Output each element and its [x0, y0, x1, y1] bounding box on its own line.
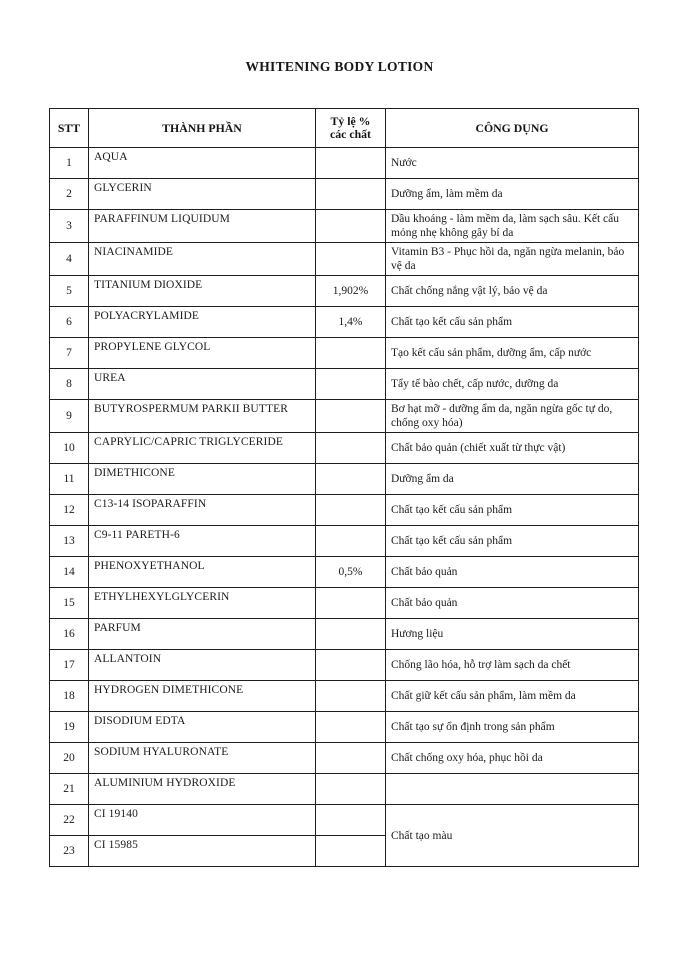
cell-ratio — [316, 805, 386, 836]
cell-ratio — [316, 588, 386, 619]
table-row — [50, 588, 639, 619]
cell-ratio — [316, 743, 386, 774]
cell-stt: 7 — [50, 338, 89, 369]
cell-usage: Tẩy tế bào chết, cấp nước, dưỡng da — [386, 369, 639, 400]
cell-stt: 11 — [50, 464, 89, 495]
cell-ratio — [316, 433, 386, 464]
cell-ratio: 0,5% — [316, 557, 386, 588]
table-header-ratio-line1: Tỷ lệ % — [330, 113, 371, 128]
page-title: WHITENING BODY LOTION — [245, 59, 434, 74]
table-header-ingredient-label: THÀNH PHẦN — [162, 120, 242, 135]
cell-ratio — [316, 526, 386, 557]
cell-ratio: 1,4% — [316, 307, 386, 338]
cell-usage: Chất chống nắng vật lý, bảo vệ da — [386, 276, 639, 307]
cell-ingredient: SODIUM HYALURONATE — [89, 743, 316, 774]
table-header-usage — [386, 109, 639, 148]
cell-usage: Chất tạo kết cấu sản phẩm — [386, 495, 639, 526]
cell-usage: Chất tạo màu — [386, 805, 639, 867]
cell-stt: 12 — [50, 495, 89, 526]
table-header-ingredient — [89, 109, 316, 148]
cell-ingredient: PARAFFINUM LIQUIDUM — [89, 210, 316, 243]
table-header-usage-label: CÔNG DỤNG — [475, 120, 549, 135]
cell-ingredient: C9-11 PARETH-6 — [89, 526, 316, 557]
cell-stt: 10 — [50, 433, 89, 464]
table-row — [50, 743, 639, 774]
cell-ratio — [316, 681, 386, 712]
cell-stt: 21 — [50, 774, 89, 805]
cell-ingredient: NIACINAMIDE — [89, 243, 316, 276]
table-row — [50, 464, 639, 495]
cell-ingredient: TITANIUM DIOXIDE — [89, 276, 316, 307]
cell-usage: Vitamin B3 - Phục hồi da, ngăn ngừa melanin, bảo vệ da — [386, 243, 639, 276]
cell-usage: Chất bảo quản — [386, 557, 639, 588]
cell-stt: 1 — [50, 148, 89, 179]
table-row — [50, 681, 639, 712]
cell-stt: 14 — [50, 557, 89, 588]
ingredients-table — [49, 108, 639, 867]
table-row — [50, 179, 639, 210]
cell-ingredient: ETHYLHEXYLGLYCERIN — [89, 588, 316, 619]
cell-ratio — [316, 210, 386, 243]
cell-ratio — [316, 179, 386, 210]
cell-stt: 2 — [50, 179, 89, 210]
cell-ratio — [316, 243, 386, 276]
table-row — [50, 400, 639, 433]
cell-usage: Chống lão hóa, hỗ trợ làm sạch da chết — [386, 650, 639, 681]
table-body — [50, 148, 639, 867]
cell-ingredient: AQUA — [89, 148, 316, 179]
cell-usage: Chất chống oxy hóa, phục hồi da — [386, 743, 639, 774]
cell-ingredient: ALUMINIUM HYDROXIDE — [89, 774, 316, 805]
cell-ingredient: CI 15985 — [89, 836, 316, 867]
cell-ingredient: GLYCERIN — [89, 179, 316, 210]
cell-usage: Tạo kết cấu sản phẩm, dưỡng ẩm, cấp nước — [386, 338, 639, 369]
cell-stt: 19 — [50, 712, 89, 743]
cell-ingredient: POLYACRYLAMIDE — [89, 307, 316, 338]
cell-usage: Chất tạo sự ổn định trong sản phẩm — [386, 712, 639, 743]
cell-stt: 4 — [50, 243, 89, 276]
cell-stt: 23 — [50, 836, 89, 867]
cell-usage: Dầu khoáng - làm mềm da, làm sạch sâu. Kết cấu mỏng nhẹ không gây bí da — [386, 210, 639, 243]
cell-ingredient: CAPRYLIC/CAPRIC TRIGLYCERIDE — [89, 433, 316, 464]
cell-ingredient: BUTYROSPERMUM PARKII BUTTER — [89, 400, 316, 433]
table-row — [50, 369, 639, 400]
cell-stt: 9 — [50, 400, 89, 433]
table-row — [50, 210, 639, 243]
table-row — [50, 650, 639, 681]
cell-ratio — [316, 712, 386, 743]
table-row — [50, 338, 639, 369]
cell-ratio — [316, 619, 386, 650]
cell-ingredient: DISODIUM EDTA — [89, 712, 316, 743]
cell-ratio — [316, 650, 386, 681]
cell-usage — [386, 774, 639, 805]
table-row — [50, 148, 639, 179]
cell-stt: 15 — [50, 588, 89, 619]
cell-ratio — [316, 495, 386, 526]
table-row — [50, 712, 639, 743]
cell-usage: Hương liệu — [386, 619, 639, 650]
cell-ratio — [316, 148, 386, 179]
cell-ratio: 1,902% — [316, 276, 386, 307]
table-header-ratio-line2: các chất — [330, 127, 371, 141]
cell-ingredient: ALLANTOIN — [89, 650, 316, 681]
table-row — [50, 307, 639, 338]
cell-stt: 3 — [50, 210, 89, 243]
cell-ratio — [316, 464, 386, 495]
cell-usage: Chất tạo kết cấu sản phẩm — [386, 307, 639, 338]
cell-usage: Chất bảo quản (chiết xuất từ thực vật) — [386, 433, 639, 464]
cell-usage: Bơ hạt mỡ - dưỡng ẩm da, ngăn ngừa gốc tự do, chống oxy hóa) — [386, 400, 639, 433]
cell-stt: 17 — [50, 650, 89, 681]
cell-usage: Chất tạo kết cấu sản phẩm — [386, 526, 639, 557]
table-row — [50, 276, 639, 307]
cell-ratio — [316, 400, 386, 433]
cell-ratio — [316, 836, 386, 867]
table-row — [50, 243, 639, 276]
cell-usage: Chất bảo quản — [386, 588, 639, 619]
cell-stt: 22 — [50, 805, 89, 836]
cell-stt: 6 — [50, 307, 89, 338]
table-header-row — [50, 109, 639, 148]
cell-ratio — [316, 369, 386, 400]
table-header-stt-label: STT — [57, 120, 81, 135]
cell-ingredient: UREA — [89, 369, 316, 400]
cell-stt: 13 — [50, 526, 89, 557]
cell-stt: 18 — [50, 681, 89, 712]
cell-stt: 16 — [50, 619, 89, 650]
cell-ingredient: DIMETHICONE — [89, 464, 316, 495]
table-row — [50, 805, 639, 836]
cell-ingredient: PHENOXYETHANOL — [89, 557, 316, 588]
cell-usage: Nước — [386, 148, 639, 179]
cell-usage: Chất giữ kết cấu sản phẩm, làm mềm da — [386, 681, 639, 712]
cell-ingredient: C13-14 ISOPARAFFIN — [89, 495, 316, 526]
cell-ingredient: CI 19140 — [89, 805, 316, 836]
cell-stt: 20 — [50, 743, 89, 774]
cell-stt: 5 — [50, 276, 89, 307]
table-row — [50, 557, 639, 588]
cell-stt: 8 — [50, 369, 89, 400]
table-header-ratio — [316, 109, 386, 148]
table-row — [50, 774, 639, 805]
table-row — [50, 495, 639, 526]
cell-ingredient: PARFUM — [89, 619, 316, 650]
table-row — [50, 526, 639, 557]
table-header-stt — [50, 109, 89, 148]
cell-usage: Dưỡng ẩm da — [386, 464, 639, 495]
cell-ingredient: HYDROGEN DIMETHICONE — [89, 681, 316, 712]
cell-usage: Dưỡng ẩm, làm mềm da — [386, 179, 639, 210]
table-row — [50, 433, 639, 464]
cell-ratio — [316, 338, 386, 369]
cell-ratio — [316, 774, 386, 805]
cell-ingredient: PROPYLENE GLYCOL — [89, 338, 316, 369]
table-row — [50, 619, 639, 650]
